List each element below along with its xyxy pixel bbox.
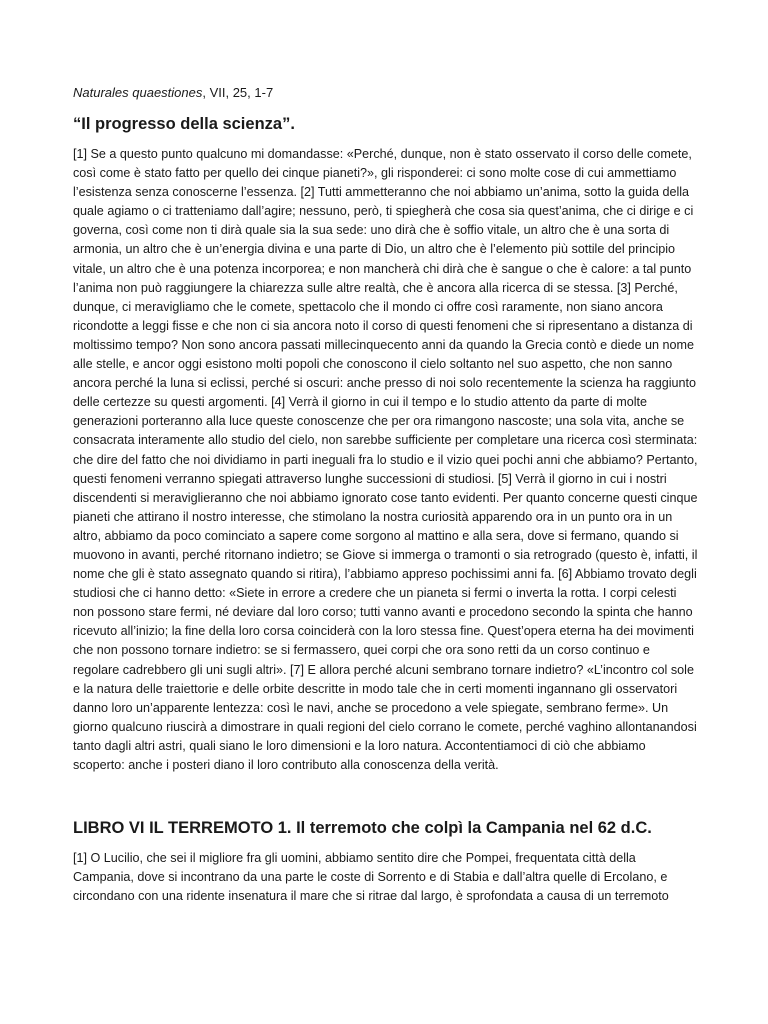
section-body: [1] Se a questo punto qualcuno mi domandasse: «Perché, dunque, non è stato osservato il corso delle comete, così come è stato fatto per quello dei cinque pianeti?», gli risponderei: ci sono molte cose di cui ammettiamo l’esistenza senza conoscerne l’essenza. [2] Tutti ammetteranno che noi abbiamo un’anima, sotto la guida della quale agiamo o ci tratteniamo dall’agire; nessuno, però, ti spiegherà che cosa sia quest’anima, che ci dirige e ci governa, così come non ti dirà quale sia la sua sede: uno dirà che è soffio vitale, un altro che è una sorta di armonia, un altro che è un’energia divina e una parte di Dio, un altro che è l’elemento più sottile del principio vitale, un altro che è una potenza incorporea; e non mancherà chi dirà che è sangue o che è calore: a tal punto l’anima non può raggiungere la chiarezza sulle altre realtà, che è ancora alla ricerca di se stessa. [3] Perché, dunque, ci meravigliamo che le comete, spettacolo che il mondo ci offre così raramente, non siano ancora ricondotte a leggi fisse e che non ci sia ancora noto il corso di questi fenomeni che si ripresentano a distanza di moltissimo tempo? Non sono ancora passati millecinquecento anni da quando la Grecia contò e diede un nome alle stelle, e ancor oggi esistono molti popoli che conoscono il cielo soltanto nel suo aspetto, che non sanno ancora perché la luna si eclissi, perché si oscuri: anche presso di noi solo recentemente la scienza ha raggiunto delle certezze su questi argomenti. [4] Verrà il giorno in cui il tempo e lo studio attento da parte di molte generazioni porteranno alla luce queste conoscenze che per ora rimangono nascoste; una sola vita, anche se consacrata interamente allo studio del cielo, non sarebbe sufficiente per completare una ricerca così sterminata: che dire del fatto che noi dividiamo in parti ineguali fra lo studio e il vizio quei pochi anni che abbiamo? Pertanto, questi fenomeni verranno spiegati attraverso lunghe successioni di studiosi. [5] Verrà il giorno in cui i nostri discendenti si meraviglieranno che noi abbiamo ignorato cose tanto evidenti. Per quanto concerne questi cinque pianeti che attirano il nostro interesse, che stimolano la nostra curiosità apparendo ora in un punto ora in un altro, abbiamo da poco cominciato a sapere come sorgono al mattino e alla sera, dove si fermano, quando si muovono in avanti, perché ritornano indietro; se Giove si immerga o tramonti o sia retrogrado (questo è, infatti, il nome che gli è stato assegnato quando si ritira), l’abbiamo appreso pochissimi anni fa. [6] Abbiamo trovato degli studiosi che ci hanno detto: «Siete in errore a credere che un pianeta si fermi o inverta la rotta. I corpi celesti non possono stare fermi, né deviare dal loro corso; tutti vanno avanti e procedono secondo la spinta che hanno ricevuto all’inizio; la fine della loro corsa coinciderà con la loro stessa fine. Quest’opera eterna ha dei movimenti che non possono tornare indietro: se si fermassero, quei corpi che ora sono retti da un corso continuo e regolare cadrebbero gli uni sugli altri». [7] E allora perché alcuni sembrano tornare indietro? «L’incontro col sole e la natura delle traiettorie e delle orbite descritte in modo tale che in certi momenti ingannano gli osservatori danno loro un’apparente lentezza: così le navi, anche se procedono a vele spiegate, sembrano ferme». Un giorno qualcuno riuscirà a dimostrare in quali regioni del cielo corrano le comete, perché vaghino allontanandosi tanto dagli altri astri, quali siano le loro dimensioni e la loro natura. Accontentiamoci di ciò che abbiamo scoperto: anche i posteri diano il loro contributo alla conoscenza della verità. [73,147,698,772]
chapter-body: [1] O Lucilio, che sei il migliore fra gli uomini, abbiamo sentito dire che Pompei, frequentata città della Campania, dove si incontrano da una parte le coste di Sorrento e di Stabia e dall’altra quelle di Ercolano, e circondano con una ridente insenatura il mare che si ritrae dal largo, è sprofondata a causa di un terremoto [73,851,669,904]
source-citation: , VII, 25, 1-7 [202,85,274,100]
source-work-title: Naturales quaestiones [73,85,203,100]
source-reference [73,84,699,102]
document-page [73,84,699,906]
section-title: “Il progresso della scienza”. [73,115,295,133]
chapter-title: LIBRO VI IL TERREMOTO 1. Il terremoto che colpì la Campania nel 62 d.C. [73,819,652,838]
